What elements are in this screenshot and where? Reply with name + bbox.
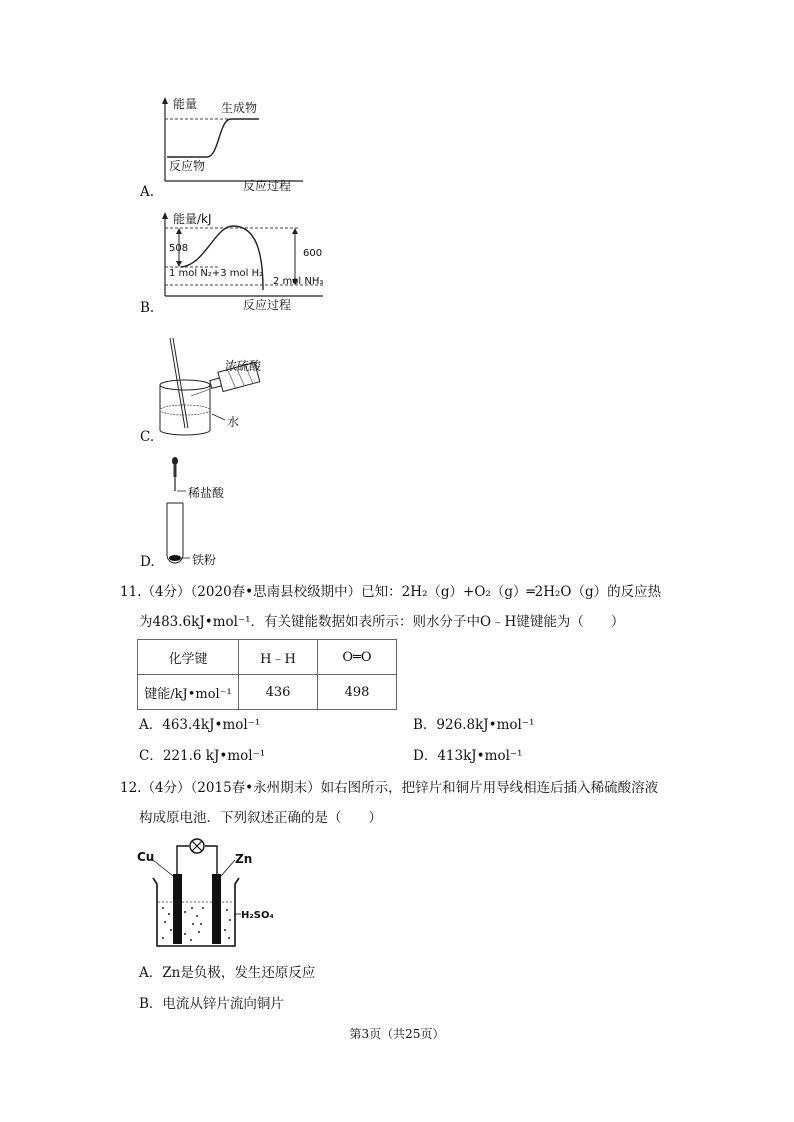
water-label: 水 — [227, 415, 240, 429]
zn-label: Zn — [235, 852, 253, 866]
product-label: 2 mol NH₃ — [273, 276, 324, 287]
option-a-label: A. — [140, 184, 155, 200]
x-axis-label: 反应过程 — [243, 179, 292, 193]
q11-option-a[interactable]: A．463.4kJ•mol⁻¹ — [139, 717, 261, 733]
acid-label: 浓硫酸 — [225, 359, 262, 373]
option-c-label: C. — [140, 429, 155, 445]
y-axis-label: 能量/kJ — [173, 212, 212, 226]
table-cell: O═O — [318, 640, 397, 675]
q12-option-a[interactable]: A．Zn是负极，发生还原反应 — [139, 965, 316, 981]
q11-line1: 11.（4分）（2020春•思南县校级期中）已知：2H₂（g）+O₂（g）═2H₂O（g）的反应热 — [120, 584, 662, 600]
q12-option-b[interactable]: B．电流从锌片流向铜片 — [139, 996, 284, 1012]
table-cell: 498 — [318, 675, 397, 710]
x-axis-label: 反应过程 — [243, 298, 292, 312]
q11-line2: 为483.6kJ•mol⁻¹．有关键能数据如表所示：则水分子中O﹣H键键能为（ ） — [139, 614, 625, 630]
table-cell: H﹣H — [239, 640, 318, 675]
option-b-label: B. — [140, 300, 155, 316]
reactants-label: 1 mol N₂+3 mol H₂ — [169, 268, 264, 279]
cu-label: Cu — [137, 850, 155, 864]
galvanic-cell-figure — [135, 838, 275, 953]
figure-b — [155, 210, 330, 310]
table-cell: 436 — [239, 675, 318, 710]
q12-line1: 12.（4分）（2015春•永州期末）如右图所示，把锌片和铜片用导线相连后插入稀硫酸溶液 — [120, 780, 659, 796]
table-cell: 化学键 — [138, 640, 239, 675]
q12-line2: 构成原电池．下列叙述正确的是（ ） — [139, 810, 382, 826]
option-d-label: D. — [140, 554, 155, 570]
value-508-label: 508 — [169, 243, 189, 254]
iron-powder-label: 铁粉 — [192, 553, 217, 567]
y-axis-label: 能量 — [173, 97, 198, 111]
figure-c — [155, 330, 275, 445]
page-footer: 第3页（共25页） — [349, 1027, 445, 1041]
beaker-acid-illustration — [155, 330, 275, 445]
reactant-label: 反应物 — [169, 159, 206, 173]
value-600-label: 600 — [303, 248, 323, 259]
q11-option-d[interactable]: D．413kJ•mol⁻¹ — [413, 748, 523, 764]
q11-option-b[interactable]: B．926.8kJ•mol⁻¹ — [413, 717, 535, 733]
galvanic-cell-illustration — [135, 838, 275, 953]
figure-a — [155, 95, 315, 195]
figure-d — [160, 455, 260, 570]
q11-option-c[interactable]: C．221.6 kJ•mol⁻¹ — [139, 748, 266, 764]
product-label: 生成物 — [221, 101, 258, 115]
bond-energy-table — [137, 639, 397, 710]
table-header-row — [138, 640, 397, 675]
h2so4-label: H₂SO₄ — [241, 910, 274, 921]
table-cell: 键能/kJ•mol⁻¹ — [138, 675, 239, 710]
hcl-label: 稀盐酸 — [188, 486, 225, 500]
table-row — [138, 675, 397, 710]
